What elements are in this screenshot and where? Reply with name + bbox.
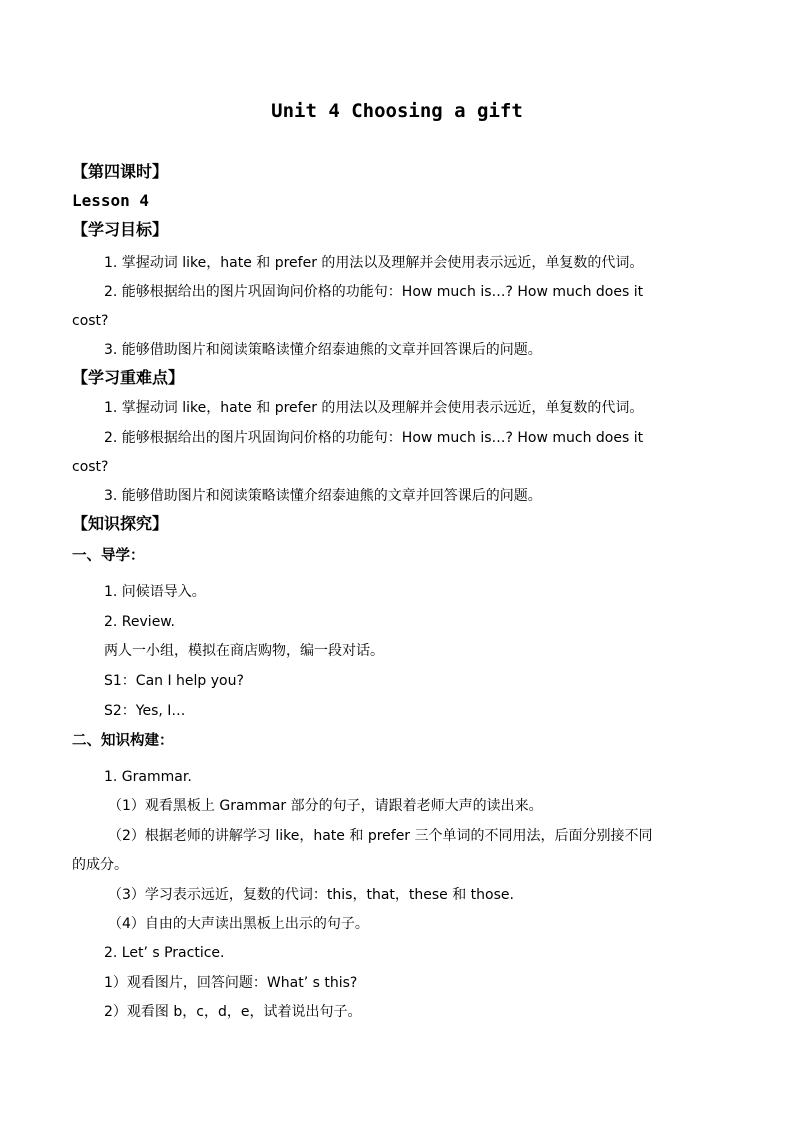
- objective-item: cost?: [72, 313, 109, 329]
- guide-line: S1：Can I help you?: [104, 673, 244, 689]
- build-line: 1）观看图片，回答问题：What’ s this?: [104, 975, 358, 991]
- document-title: Unit 4 Choosing a gift: [271, 100, 523, 122]
- objective-item: 2. 能够根据给出的图片巩固询问价格的功能句：How much is…? How much does it: [104, 284, 644, 300]
- section-heading: 一、导学：: [72, 548, 145, 564]
- key-points-heading: 【学习重难点】: [72, 368, 185, 387]
- guide-line: 2. Review.: [104, 614, 175, 630]
- guide-line: 1. 问候语导入。: [104, 584, 206, 600]
- lesson-label: Lesson 4: [72, 191, 150, 210]
- lesson-tag: 【第四课时】: [72, 162, 169, 181]
- objective-item: 1. 掌握动词 like，hate 和 prefer 的用法以及理解并会使用表示远近，单复数的代词。: [104, 255, 644, 271]
- explore-heading: 【知识探究】: [72, 514, 169, 533]
- build-line: （3）学习表示远近，复数的代词：this，that，these 和 those.: [108, 887, 514, 903]
- build-line: （2）根据老师的讲解学习 like，hate 和 prefer 三个单词的不同用法，后面分别接不同: [108, 828, 653, 844]
- key-point-item: 2. 能够根据给出的图片巩固询问价格的功能句：How much is…? How much does it: [104, 430, 644, 446]
- objective-item: 3. 能够借助图片和阅读策略读懂介绍泰迪熊的文章并回答课后的问题。: [104, 342, 542, 358]
- build-line: （4）自由的大声读出黑板上出示的句子。: [108, 916, 369, 932]
- build-line: 1. Grammar.: [104, 769, 192, 785]
- section-heading: 二、知识构建：: [72, 733, 174, 749]
- guide-line: 两人一小组，模拟在商店购物，编一段对话。: [104, 643, 384, 659]
- guide-line: S2：Yes, I…: [104, 703, 186, 719]
- key-point-item: 3. 能够借助图片和阅读策略读懂介绍泰迪熊的文章并回答课后的问题。: [104, 488, 542, 504]
- build-line: 2）观看图 b，c，d，e，试着说出句子。: [104, 1004, 362, 1020]
- build-line: 的成分。: [72, 857, 128, 873]
- build-line: 2. Let’ s Practice.: [104, 945, 225, 961]
- build-line: （1）观看黑板上 Grammar 部分的句子，请跟着老师大声的读出来。: [108, 798, 543, 814]
- key-point-item: cost?: [72, 459, 109, 475]
- objectives-heading: 【学习目标】: [72, 220, 169, 239]
- key-point-item: 1. 掌握动词 like，hate 和 prefer 的用法以及理解并会使用表示远近，单复数的代词。: [104, 400, 644, 416]
